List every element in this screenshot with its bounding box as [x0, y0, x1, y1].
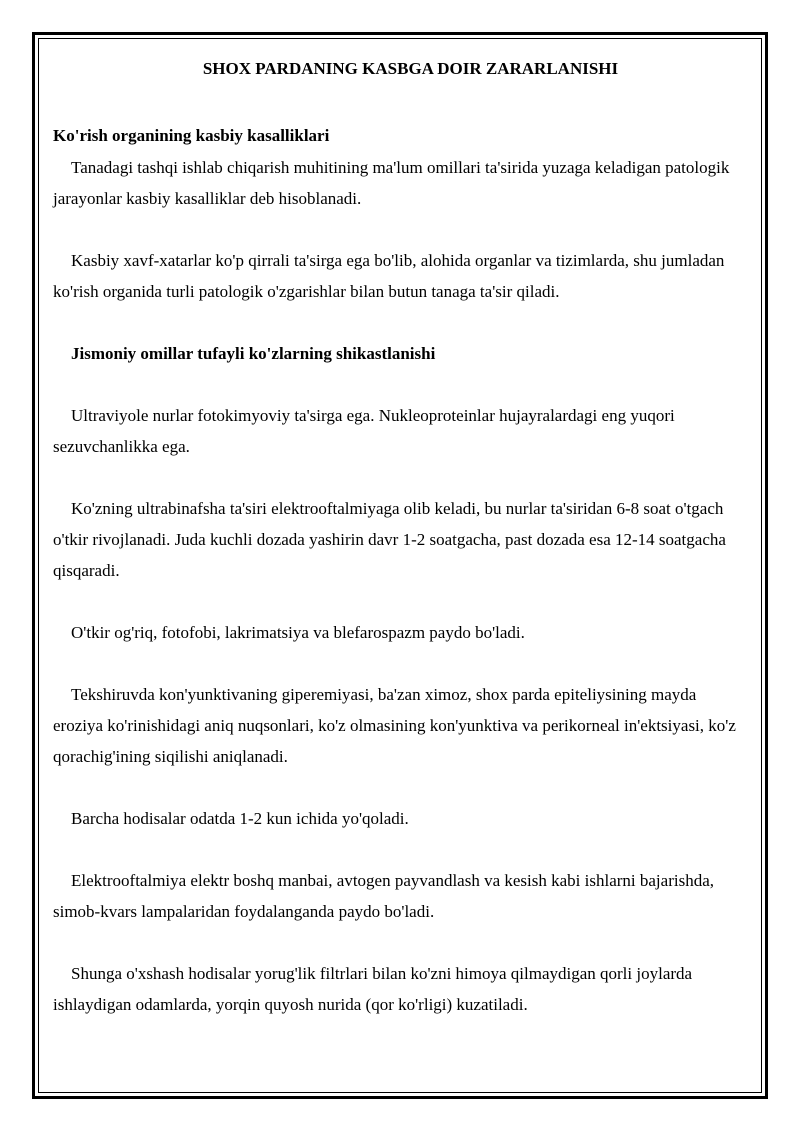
- paragraph-5: O'tkir og'riq, fotofobi, lakrimatsiya va blefarospazm paydo bo'ladi.: [71, 623, 525, 642]
- paragraph-2: Kasbiy xavf-xatarlar ko'p qirrali ta'sirga ega bo'lib, alohida organlar va tizimlarda, shu jumladan ko'rish organida turli patologik o'zgarishlar bilan butun tanaga ta'sir qiladi.: [53, 251, 725, 301]
- paragraph-3: Ultraviyole nurlar fotokimyoviy ta'sirga ega. Nukleoproteinlar hujayralardagi eng yuqori sezuvchanlikka ega.: [53, 406, 675, 456]
- paragraph-9: Shunga o'xshash hodisalar yorug'lik filtrlari bilan ko'zni himoya qilmaydigan qorli joylarda ishlaydigan odamlarda, yorqin quyosh nurida (qor ko'rligi) kuzatiladi.: [53, 964, 693, 1014]
- section-heading: Ko'rish organining kasbiy kasalliklari: [53, 126, 330, 145]
- document-title: SHOX PARDANING KASBGA DOIR ZARARLANISHI: [202, 59, 619, 78]
- subsection-heading: Jismoniy omillar tufayli ko'zlarning shikastlanishi: [71, 344, 436, 363]
- paragraph-7: Barcha hodisalar odatda 1-2 kun ichida yo'qoladi.: [71, 809, 409, 828]
- paragraph-4: Ko'zning ultrabinafsha ta'siri elektrooftalmiyaga olib keladi, bu nurlar ta'siridan 6-8 soat o'tgach o'tkir rivojlanadi. Juda kuchli dozada yashirin davr 1-2 soatgacha, past dozada esa 12-14 soatgacha qisqaradi.: [53, 499, 726, 580]
- document-body: [53, 50, 743, 1020]
- paragraph-6: Tekshiruvda kon'yunktivaning giperemiyasi, ba'zan ximoz, shox parda epiteliysining mayda eroziya ko'rinishidagi aniq nuqsonlari, ko'z olmasining kon'yunktiva va perikorneal in'ektsiyasi, ko'z qorachig'ining siqilishi aniqlanadi.: [53, 685, 736, 766]
- paragraph-1: Tanadagi tashqi ishlab chiqarish muhitining ma'lum omillari ta'sirida yuzaga keladigan patologik jarayonlar kasbiy kasalliklar deb hisoblanadi.: [53, 158, 730, 208]
- paragraph-8: Elektrooftalmiya elektr boshq manbai, avtogen payvandlash va kesish kabi ishlarni bajarishda, simob-kvars lampalaridan foydalanganda paydo bo'ladi.: [53, 871, 714, 921]
